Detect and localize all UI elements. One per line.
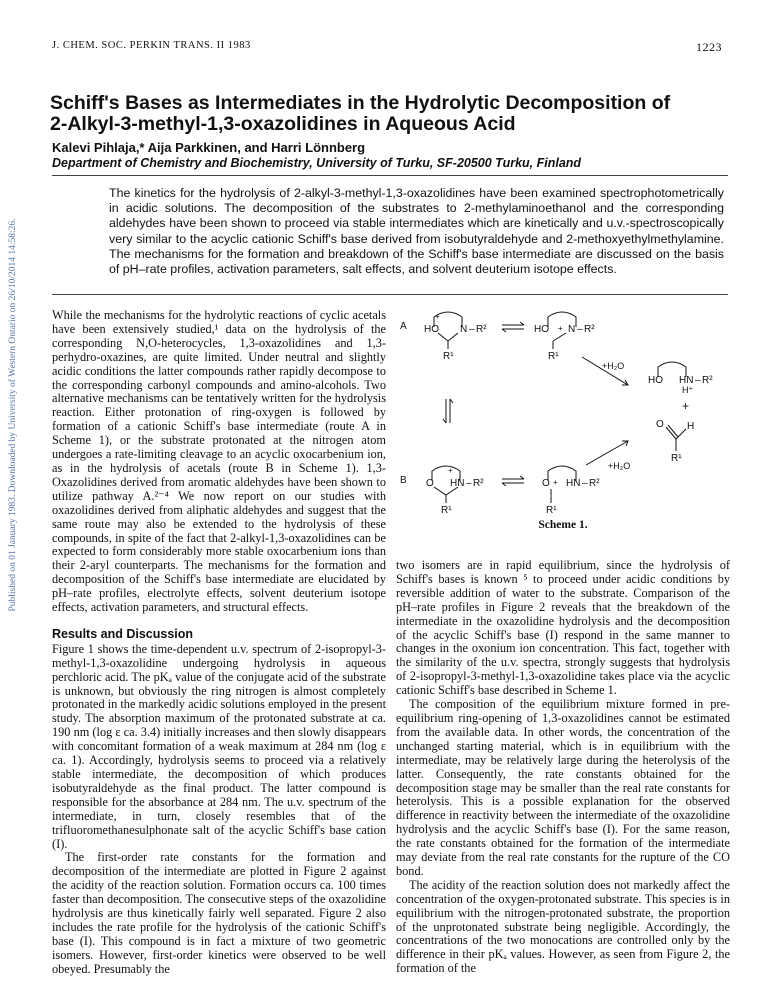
label-r2-oxo: R² [589,478,600,489]
download-watermark [0,175,16,655]
label-h2o-lower: +H₂O [608,461,631,471]
svg-text:–: – [466,478,472,489]
equilibrium-arrow-a [502,322,524,332]
label-ho-product: HO [648,375,663,386]
right-paragraph-1: two isomers are in rapid equilibrium, since the hydrolysis of Schiff's bases is known ⁵ to proceed under acidic conditions by reversible addition of water to the substrate. Comparison of the pH–rate profiles in Figure 2 reveals that the breakdown of the intermediate in the oxazolidine hydrolysis and the decomposition of the acyclic Schiff's base (I) respond in the same manner to changes in the oxonium ion concentration. This fact, together with the similarity of the u.v. spectra, strongly suggests that hydrolysis of 2-isopropyl-3-methyl-1,3-oxazolidine takes place via the acyclic cationic Schiff's base described in Scheme 1. [396,558,730,698]
intro-paragraph: While the mechanisms for the hydrolytic reactions of cyclic acetals have been extensively studied,¹ data on the hydrolysis of the corresponding N,O-heterocycles, 1,3-oxazolidines and 1,3-perhydro-oxazines, are quite limited. Under neutral and slightly acidic conditions the latter compounds rather rapidly decompose to the corresponding carbonyl compounds and amino-alcohols. Two alternative mechanisms can be tentatively written for the hydrolysis reaction. Either protonation of ring-oxygen is followed by formation of a cationic Schiff's base intermediate (route A in Scheme 1), or the substrate protonated at the nitrogen atom undergoes a rate-limiting cleavage to an acyclic oxocarbenium ion, as in the hydrolysis of acetals (route B in Scheme 1). 1,3-Oxazolidines derived from aromatic aldehydes have been shown to utilize pathway A.²⁻⁴ We now report on our studies with oxazolidines derived from aliphatic aldehydes and suggest that the same route may also be extended to the hydrolysis of these compounds, in spite of the fact that 2-alkyl-1,3-oxazolidines can be expected to form considerably more stable oxocarbenium ions than their 2-aryl counterparts. The mechanisms for the formation and decomposition of the Schiff's base intermediate are elucidated by pH–rate profiles, electrolyte effects, solvent deuterium isotope effects, activation parameters, and structural effects. [52,308,386,615]
label-h2o-upper: +H₂O [602,361,625,371]
scheme-1-figure [396,305,730,537]
title-line-1: Schiff's Bases as Intermediates in the Hydrolytic Decomposition of [50,92,671,114]
label-r1-open: R¹ [548,351,559,362]
running-head [52,40,722,54]
label-n-open: N [568,324,576,335]
section-heading: Results and Discussion [52,626,194,641]
authors: Kalevi Pihlaja,* Aija Parkkinen, and Harri Lönnberg [52,140,366,155]
scheme-caption: Scheme 1. [538,519,588,531]
results-paragraph-2: The first-order rate constants for the formation and decomposition of the intermediate are plotted in Figure 2 against the acidity of the reaction solution. Formation occurs ca. 100 times faster than decomposition. The consecutive steps of the oxazolidine hydrolysis are thus kinetically fairly well separated. Figure 2 also includes the rate profile for the hydrolysis of the cationic Schiff's base (I). This compound is in fact a mixture of two geometric isomers. However, first-order kinetics were observed to be well obeyed. Presumably the [52,850,386,976]
label-plus-oxo: + [553,478,558,487]
header-rule-top [52,175,728,176]
title-line-2: 2-Alkyl-3-methyl-1,3-oxazolidines in Aqueous Acid [50,113,516,135]
label-plus-products: + [682,399,690,413]
right-column [396,559,730,976]
svg-text:–: – [577,324,583,335]
svg-text:–: – [469,324,475,335]
label-r2-product: R² [702,375,713,386]
equilibrium-arrow-vertical [443,399,453,423]
right-paragraph-3: The acidity of the reaction solution does not markedly affect the concentration of the oxygen-protonated substrate. This species is in equilibrium with the nitrogen-protonated substrate, the proportion of the unprotonated substrate being negligible. Accordingly, the concentrations of the two monocations are controlled only by the difference in their pKₐ values. However, as seen from Figure 2, the formation of the [396,877,730,976]
abstract: The kinetics for the hydrolysis of 2-alkyl-3-methyl-1,3-oxazolidines have been examined spectrophotometrically in acidic solutions. The decomposition of the substrates to 2-methylaminoethanol and the corresponding aldehydes have been shown to proceed via stable intermediates which are kinetically and u.v.-spectroscopically very similar to the acyclic cationic Schiff's base derived from isobutyraldehyde and 2-methoxyethylmethylamine. The mechanisms for the formation and breakdown of the Schiff's base intermediate are discussed on the basis of pH–rate profiles, activation parameters, salt effects, and solvent deuterium isotope effects. [109,186,724,277]
label-r1-oxo: R¹ [546,505,557,516]
label-r2-b: R² [473,478,484,489]
results-paragraph-1: Figure 1 shows the time-dependent u.v. spectrum of 2-isopropyl-3-methyl-1,3-oxazolidine undergoing hydrolysis in aqueous perchloric acid. The pKₐ value of the conjugate acid of the substrate is unknown, but obviously the ring nitrogen is almost completely protonated in the markedly acidic solutions employed in the present study. The absorption maximum of the protonated substrate at ca. 190 nm (log ε ca. 3.4) initially increases and then slowly disappears with concomitant formation of a weak maximum at 284 nm (log ε ca. 1). Accordingly, hydrolysis seems to proceed via a relatively stable intermediate, the decomposition of which produces isobutyraldehyde as the final product. The latter compound is responsible for the absorbance at 284 nm. The u.v. spectrum of the intermediate, in turn, closely resembles that of the trifluoromethanesulphonate salt of the acyclic Schiff's base cation (I). [52,641,386,851]
label-hn-oxo: HN [566,478,581,489]
journal-citation: J. CHEM. SOC. PERKIN TRANS. II 1983 [52,40,251,51]
label-ho-open: HO [534,324,549,335]
label-plus-b: + [448,466,453,475]
label-o-b: O [426,478,434,489]
label-hn-product: HN [679,375,694,386]
label-hn-b: HN [450,478,465,489]
svg-text:–: – [582,478,588,489]
route-b-label: B [400,475,407,486]
affiliation: Department of Chemistry and Biochemistry, University of Turku, SF-20500 Turku, Finland [52,156,582,170]
page-number: 1223 [696,40,722,54]
label-plus-charge-a: + [435,312,440,321]
label-r1-a: R¹ [443,351,454,362]
label-r2-open: R² [584,324,595,335]
svg-text:–: – [695,375,701,386]
article-title [50,93,728,135]
header-rule-bottom [52,294,728,295]
label-r2-a: R² [476,324,487,335]
equilibrium-arrow-b [502,476,524,486]
download-notice: Published on 01 January 1983. Downloaded by University of Western Ontario on 26/10/2014 14:58:26. [8,218,18,612]
label-r1-aldehyde: R¹ [671,453,682,464]
label-n-a: N [460,324,468,335]
label-o-aldehyde: O [656,419,664,430]
label-h-aldehyde: H [687,421,695,432]
right-paragraph-2: The composition of the equilibrium mixture formed in pre-equilibrium ring-opening of 1,3-oxazolidines cannot be estimated from the available data. In other words, the concentration of the unchanged starting material, which is in equilibrium with the intermediate, may be relatively large during the heterolysis of the latter. Consequently, the rate constants obtained for the decomposition stage may be smaller than the real rate constants for heterolysis. This is a possible explanation for the observed difference in reactivity between the intermediate of the oxazolidine hydrolysis and the acyclic Schiff's base (I). For the same reason, the rate constants obtained for the formation of the intermediate may deviate from the real rate constants for the rupture of the CO bond. [396,697,730,878]
label-ho-a: HO [424,324,439,335]
aldehyde-product [666,425,686,451]
left-column [52,309,386,977]
label-o-oxo: O [542,478,550,489]
route-a-label: A [400,321,407,332]
label-plus-open: + [558,324,563,333]
label-r1-b: R¹ [441,505,452,516]
label-h-plus: H⁺ [682,385,694,395]
